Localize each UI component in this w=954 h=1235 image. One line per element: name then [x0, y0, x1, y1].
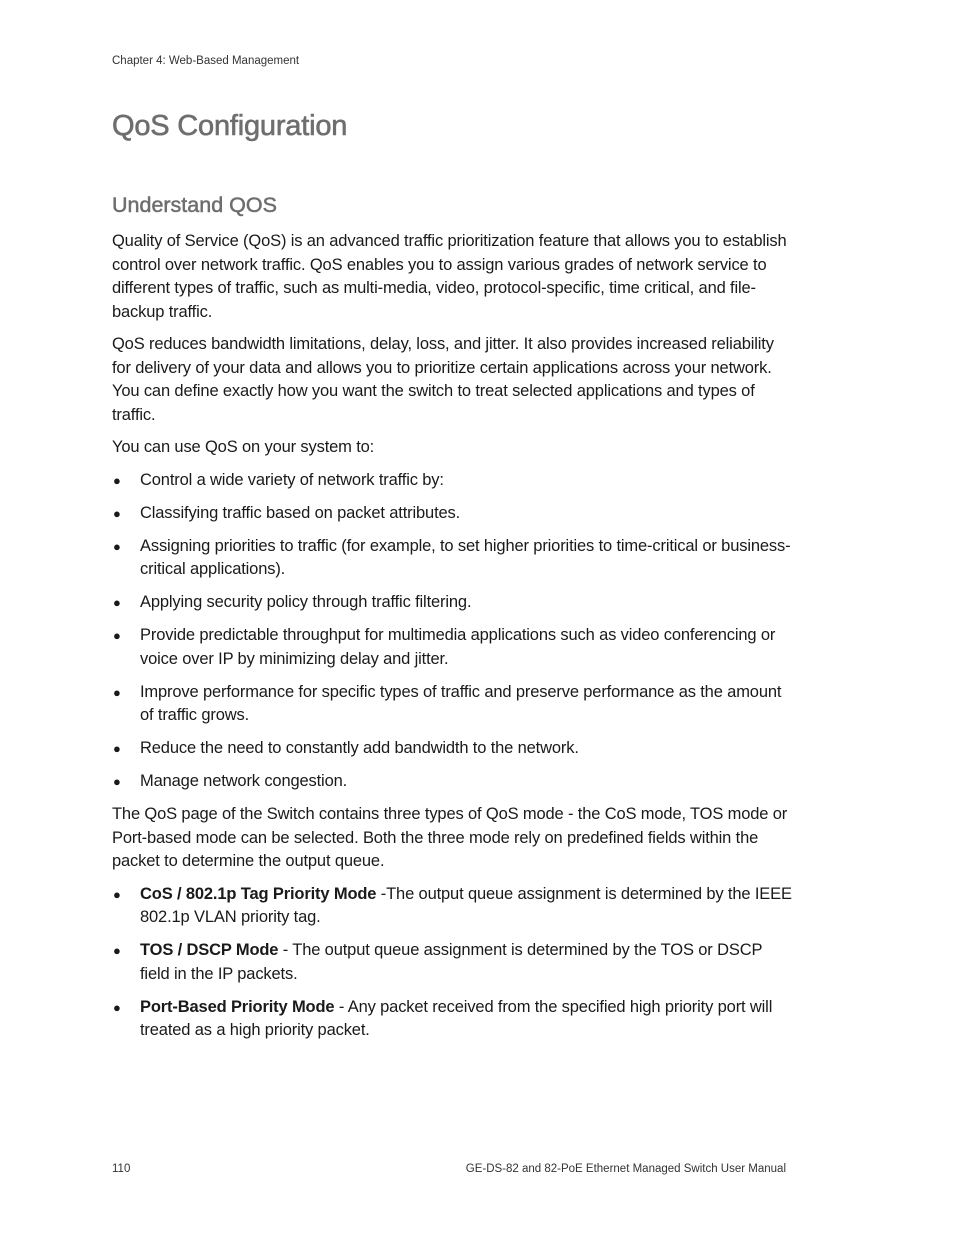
mode-item [112, 883, 792, 930]
bullet-icon: ● [113, 774, 121, 789]
list-item-text: Applying security policy through traffic filtering. [140, 593, 472, 611]
running-header: Chapter 4: Web-Based Management [112, 55, 300, 67]
bullet-icon: ● [113, 628, 121, 643]
list-item-text: Control a wide variety of network traffic by: [140, 470, 444, 489]
document-page [112, 0, 792, 1235]
list-item [112, 502, 792, 526]
list-item [112, 770, 792, 794]
bullet-icon: ● [113, 595, 121, 610]
bullet-icon: ● [113, 684, 121, 700]
list-item-text: Improve performance for specific types of traffic and preserve performance as the amount of traffic grows. [140, 682, 782, 724]
section-heading: Understand QOS [112, 193, 277, 217]
list-item-text: Provide predictable throughput for multimedia applications such as video conferencing or voice over IP by minimizing delay and jitter. [140, 626, 776, 668]
list-item [112, 591, 792, 615]
list-item-text: Reduce the need to constantly add bandwidth to the network. [140, 739, 579, 757]
paragraph-intro: Quality of Service (QoS) is an advanced traffic prioritization feature that allows you to establish control over network traffic. QoS enables you to assign various grades of network service to different types of traffic, such as multi-media, video, protocol-specific, time critical, and file-backup traffic. [112, 232, 787, 321]
mode-name: Port-Based Priority Mode [140, 997, 335, 1016]
mode-name: TOS / DSCP Mode [140, 941, 279, 959]
mode-item [112, 996, 792, 1043]
mode-description: - The output queue assignment is determined by the TOS or DSCP field in the IP packets. [140, 941, 763, 983]
list-item [112, 681, 792, 728]
list-item [112, 469, 792, 493]
mode-description: -The output queue assignment is determined by the IEEE 802.1p VLAN priority tag. [140, 884, 792, 926]
bullet-icon: ● [113, 886, 121, 902]
paragraph-uses-intro: You can use QoS on your system to: [112, 438, 375, 456]
list-item [112, 737, 792, 761]
manual-title: GE-DS-82 and 82-PoE Ethernet Managed Switch User Manual [465, 1163, 786, 1175]
mode-description: - Any packet received from the specified high priority port will treated as a high priority packet. [140, 997, 773, 1039]
bullet-icon: ● [113, 999, 121, 1015]
bullet-icon: ● [113, 505, 121, 521]
page-number: 110 [112, 1163, 131, 1175]
list-item-text: Classifying traffic based on packet attributes. [140, 503, 461, 522]
page-title: QoS Configuration [112, 110, 348, 142]
bullet-icon: ● [113, 943, 121, 958]
paragraph-benefits: QoS reduces bandwidth limitations, delay, loss, and jitter. It also provides increased reliability for delivery of your data and allows you to prioritize certain applications across your network. You can define exactly how you want the switch to treat selected applications and types of traffic. [112, 335, 774, 424]
list-item-text: Assigning priorities to traffic (for example, to set higher priorities to time-critical or business-critical applications). [140, 536, 791, 578]
mode-item [112, 939, 792, 986]
bullet-icon: ● [113, 472, 121, 488]
uses-list [112, 469, 792, 794]
modes-list [112, 883, 792, 1043]
mode-name: CoS / 802.1p Tag Priority Mode [140, 884, 377, 903]
list-item-text: Manage network congestion. [140, 772, 348, 790]
list-item [112, 535, 792, 582]
paragraph-modes-intro: The QoS page of the Switch contains three types of QoS mode - the CoS mode, TOS mode or Port-based mode can be selected. Both the three mode rely on predefined fields within the packet to determine the output queue. [112, 805, 788, 870]
list-item [112, 624, 792, 671]
bullet-icon: ● [113, 741, 121, 756]
bullet-icon: ● [113, 538, 121, 554]
body-text [112, 230, 792, 1052]
